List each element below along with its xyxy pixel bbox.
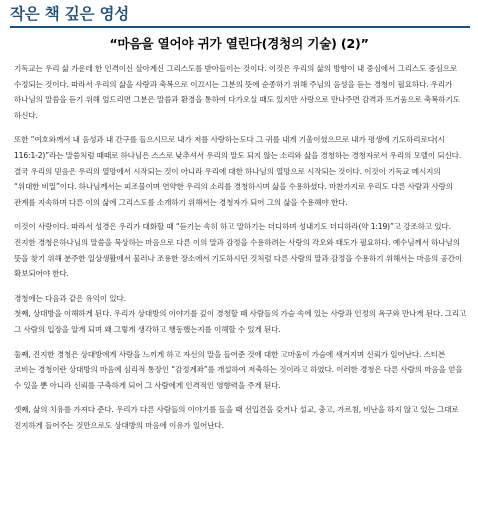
paragraph-love: 이것이 사랑이다. 따라서 성경은 우리가 대화할 때 “듣기는 속히 하고 말하기는 더디하며 성내기도 더디하라(약 1:19)”고 강조하고 있다. 진지한 경청은하나님의 말씀을 묵상하는 마음으로 다른 이의 말과 감정을 수용하려는 사랑의 각오와 태도가 필요하다. 예수님께서 하나님의 뜻을 찾기 위해 분주한 일상생활에서 물러나 조용한 장소에서 기도하시던 것처럼 다른 사람의 말과 감정을 수용하기 위해서는 마음의 공간이 확보되어야 한다. xyxy=(14,222,463,279)
paragraph-benefit-third: 셋째, 삶의 치유를 가져다 준다. 우리가 다른 사람들의 이야기를 들을 때 선입견을 갖거나 설교, 충고, 가르침, 비난을 하지 않고 있는 그대로 진지하게 들어주는 것만으로도 상대방의 마음에 이유가 일어난다. xyxy=(14,405,459,430)
article-title: “마음을 열어야 귀가 열린다(경청의 기술) (2)” xyxy=(109,36,369,51)
paragraph-god-listens: 또한 “여호와께서 내 음성과 내 간구를 들으시므로 내가 저를 사랑하는도다 그 귀를 내게 기울이셨으므로 내가 평생에 기도하리로다(시 116:1-2)”라는 말씀처럼 때때로 하나님은 스스로 낮추셔서 우리의 말도 되지 않는 소리와 삶을 경청하는 경청자로서 우리의 모델이 되신다. 결국 우리의 믿음은 우리의 열망에서 시작되는 것이 아니라 우리에 대한 하나님의 열망으로 시작되는 것이다. 이것이 기독교 메시지의 “위대한 비밀”이다. 하나님께서는 피조물이며 연약한 우리의 소리를 경청하시며 삶을 수용하셨다. 마찬가지로 우리도 다른 사람과 사랑의 관계를 지속하며 다른 이의 삶에 그리스도를 소개하기 위해서는 경청자가 되어 그의 삶을 수용해야 한다. xyxy=(14,135,462,207)
series-title: 작은 책 깊은 영성 xyxy=(10,5,130,23)
paragraph-benefit-first: 첫째, 상대방을 이해하게 된다. 우리가 상대방의 이야기를 깊이 경청할 때 사람들의 가슴 속에 있는 사랑과 인정의 욕구와 만나게 된다. 그리고 그 사람의 입장을 알게 되며 왜 그렇게 생각하고 행동했는지를 이해할 수 있게 된다. xyxy=(14,309,467,334)
paragraph-intro: 기독교는 우리 삶 가운데 한 인격이신 살아계신 그리스도를 받아들이는 것이다. 이것은 우리의 삶의 방향이 내 중심에서 그리스도 중심으로 수정되는 것이다. 따라서 우리의 삶을 사랑과 축복으로 이끄시는 그분의 뜻에 순종하기 위해 주님의 음성을 듣는 경청이 필요하다. 우리가 하나님의 말씀을 듣기 위해 엎드리면 그분은 말씀과 환경을 통하여 다가오실 때도 있지만 사랑으로 만나주면 감격과 뜨거움으로 축복하기도 하신다. xyxy=(14,64,460,120)
paragraph-benefits-intro: 경청에는 다음과 같은 유익이 있다. xyxy=(14,293,126,303)
header-divider xyxy=(10,26,470,28)
article-body xyxy=(0,61,478,433)
paragraph-benefit-second: 둘째, 진지한 경청은 상대방에게 사랑을 느끼게 하고 자신의 말을 들어준 것에 대한 고마움이 가슴에 새겨지며 신뢰가 일어난다. 스티븐 코비는 경청이란 상대방의 마음에 심리적 통장인 “감정계좌”를 개설하여 저축하는 것이라고 하였다. 이러한 경청은 다른 사람의 마음을 얻을 수 있을 뿐 아니라 신뢰를 구축하게 되어 그 사람에게 인격적인 영향력을 주게 된다. xyxy=(14,349,463,390)
page-header xyxy=(0,0,478,24)
